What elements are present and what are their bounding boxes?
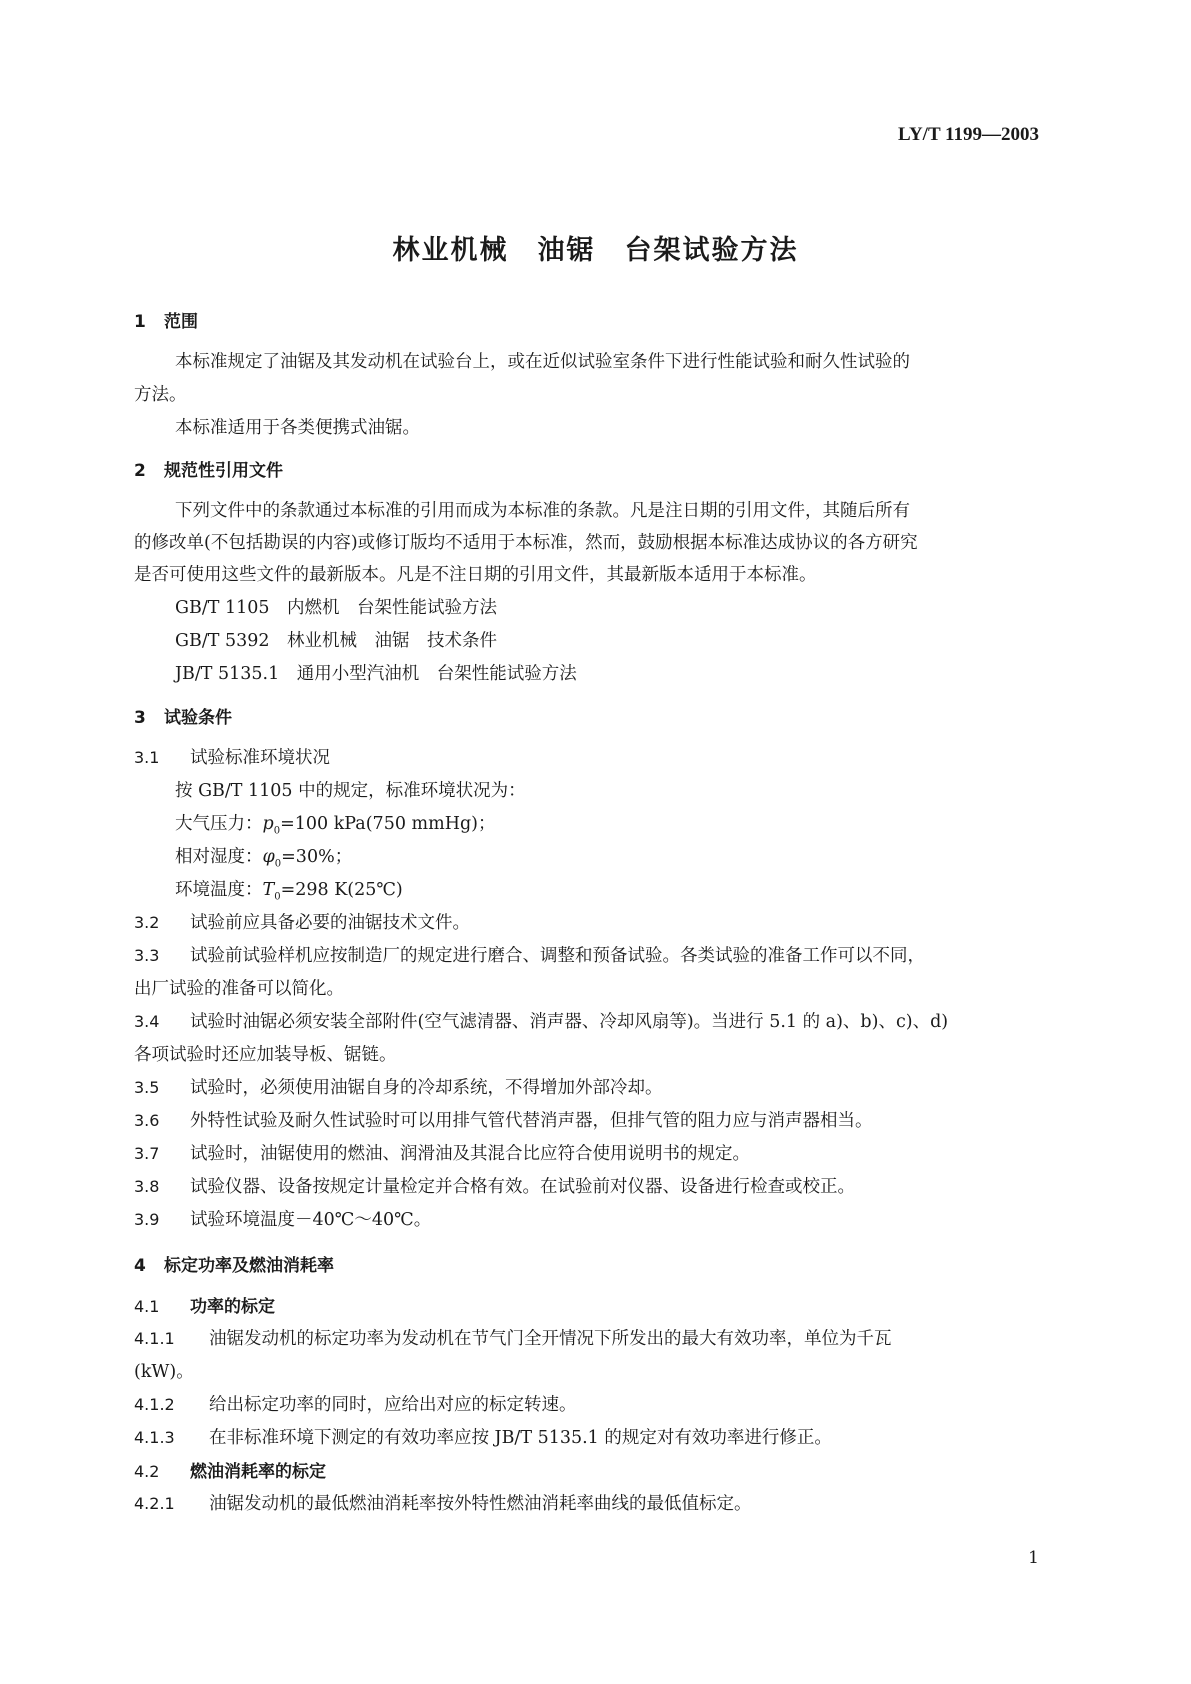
paragraph: 各项试验时还应加装导板、锯链。 bbox=[134, 1045, 397, 1065]
clause-number: 3.6 bbox=[134, 1111, 160, 1130]
clause-text: 试验时，必须使用油锯自身的冷却系统，不得增加外部冷却。 bbox=[190, 1078, 663, 1098]
section-title: 规范性引用文件 bbox=[164, 461, 283, 481]
section-title: 试验条件 bbox=[164, 708, 232, 728]
clause-number: 4.2 bbox=[134, 1462, 160, 1481]
section-number: 2 bbox=[134, 461, 146, 481]
paragraph: 本标准适用于各类便携式油锯。 bbox=[175, 418, 420, 438]
clause-text: 试验前应具备必要的油锯技术文件。 bbox=[190, 913, 470, 933]
clause-3-1 bbox=[134, 744, 330, 769]
clause-number: 4.1.2 bbox=[134, 1395, 175, 1414]
paragraph: 的修改单(不包括勘误的内容)或修订版均不适用于本标准，然而，鼓励根据本标准达成协议的各方研究 bbox=[134, 533, 918, 553]
section-number: 4 bbox=[134, 1256, 146, 1276]
paragraph: 下列文件中的条款通过本标准的引用而成为本标准的条款。凡是注日期的引用文件，其随后所有 bbox=[175, 501, 910, 521]
clause-text: 试验前试验样机应按制造厂的规定进行磨合、调整和预备试验。各类试验的准备工作可以不同， bbox=[190, 946, 925, 966]
reference-item: GB/T 1105 内燃机 台架性能试验方法 bbox=[175, 598, 498, 618]
clause-number: 4.1 bbox=[134, 1297, 160, 1316]
standard-code: LY/T 1199—2003 bbox=[898, 124, 1039, 145]
subscript: 0 bbox=[273, 825, 281, 837]
clause-4-1-1 bbox=[134, 1325, 892, 1350]
clause-3-4 bbox=[134, 1008, 948, 1033]
page-title: 林业机械 油锯 台架试验方法 bbox=[392, 235, 799, 266]
clause-number: 3.9 bbox=[134, 1210, 160, 1229]
section-3-heading bbox=[134, 703, 232, 728]
section-1-heading bbox=[134, 307, 198, 332]
clause-4-1 bbox=[134, 1292, 275, 1317]
clause-4-2-1 bbox=[134, 1490, 752, 1515]
paragraph: 方法。 bbox=[134, 385, 187, 405]
clause-4-1-2 bbox=[134, 1391, 577, 1416]
clause-number: 3.4 bbox=[134, 1012, 160, 1031]
clause-4-2 bbox=[134, 1457, 326, 1482]
clause-number: 3.8 bbox=[134, 1177, 160, 1196]
clause-text: 功率的标定 bbox=[190, 1297, 275, 1317]
clause-text: 试验时，油锯使用的燃油、润滑油及其混合比应符合使用说明书的规定。 bbox=[190, 1144, 750, 1164]
clause-number: 3.7 bbox=[134, 1144, 160, 1163]
clause-text: 外特性试验及耐久性试验时可以用排气管代替消声器，但排气管的阻力应与消声器相当。 bbox=[190, 1111, 873, 1131]
value: =298 K(25℃) bbox=[280, 880, 403, 900]
symbol: φ bbox=[262, 847, 275, 867]
subscript: 0 bbox=[274, 858, 282, 870]
section-number: 1 bbox=[134, 312, 146, 332]
reference-item: JB/T 5135.1 通用小型汽油机 台架性能试验方法 bbox=[175, 664, 577, 684]
clause-number: 4.1.1 bbox=[134, 1329, 175, 1348]
clause-3-6 bbox=[134, 1107, 873, 1132]
clause-number: 3.1 bbox=[134, 748, 160, 767]
clause-text: 试验仪器、设备按规定计量检定并合格有效。在试验前对仪器、设备进行检查或校正。 bbox=[190, 1177, 855, 1197]
clause-3-2 bbox=[134, 909, 470, 934]
label: 环境温度： bbox=[175, 880, 263, 900]
label: 相对湿度： bbox=[175, 847, 263, 867]
clause-text: 在非标准环境下测定的有效功率应按 JB/T 5135.1 的规定对有效功率进行修正。 bbox=[209, 1428, 832, 1448]
clause-text: 试验标准环境状况 bbox=[190, 748, 330, 768]
paragraph: 出厂试验的准备可以简化。 bbox=[134, 979, 344, 999]
section-2-heading bbox=[134, 456, 283, 481]
clause-3-7 bbox=[134, 1140, 750, 1165]
section-title: 标定功率及燃油消耗率 bbox=[164, 1256, 334, 1276]
clause-3-5 bbox=[134, 1074, 663, 1099]
clause-text: 试验环境温度－40℃～40℃。 bbox=[190, 1210, 432, 1230]
symbol: p bbox=[262, 814, 274, 834]
clause-text: 给出标定功率的同时，应给出对应的标定转速。 bbox=[209, 1395, 577, 1415]
symbol: T bbox=[262, 880, 275, 900]
paragraph: (kW)。 bbox=[134, 1362, 194, 1382]
clause-number: 3.5 bbox=[134, 1078, 160, 1097]
reference-item: GB/T 5392 林业机械 油锯 技术条件 bbox=[175, 631, 498, 651]
clause-number: 3.2 bbox=[134, 913, 160, 932]
clause-4-1-3 bbox=[134, 1424, 832, 1449]
clause-text: 燃油消耗率的标定 bbox=[190, 1462, 326, 1482]
clause-3-8 bbox=[134, 1173, 855, 1198]
clause-3-9 bbox=[134, 1206, 431, 1231]
condition-humidity bbox=[175, 843, 352, 870]
paragraph: 是否可使用这些文件的最新版本。凡是不注日期的引用文件，其最新版本适用于本标准。 bbox=[134, 565, 817, 585]
paragraph: 本标准规定了油锯及其发动机在试验台上，或在近似试验室条件下进行性能试验和耐久性试验的 bbox=[175, 352, 910, 372]
value: =30%； bbox=[281, 847, 353, 867]
clause-3-3 bbox=[134, 942, 925, 967]
label: 大气压力： bbox=[175, 814, 263, 834]
paragraph: 按 GB/T 1105 中的规定，标准环境状况为： bbox=[175, 781, 526, 801]
clause-text: 油锯发动机的标定功率为发动机在节气门全开情况下所发出的最大有效功率，单位为千瓦 bbox=[209, 1329, 892, 1349]
value: =100 kPa(750 mmHg)； bbox=[280, 814, 496, 834]
condition-pressure bbox=[175, 810, 496, 837]
clause-text: 油锯发动机的最低燃油消耗率按外特性燃油消耗率曲线的最低值标定。 bbox=[209, 1494, 752, 1514]
condition-temperature bbox=[175, 876, 403, 903]
page-number: 1 bbox=[1028, 1548, 1039, 1568]
section-title: 范围 bbox=[164, 312, 198, 332]
clause-text: 试验时油锯必须安装全部附件(空气滤清器、消声器、冷却风扇等)。当进行 5.1 的 a)、b)、c)、d) bbox=[190, 1012, 949, 1032]
subscript: 0 bbox=[274, 891, 281, 903]
clause-number: 3.3 bbox=[134, 946, 160, 965]
clause-number: 4.1.3 bbox=[134, 1428, 175, 1447]
clause-number: 4.2.1 bbox=[134, 1494, 175, 1513]
section-4-heading bbox=[134, 1251, 334, 1276]
section-number: 3 bbox=[134, 708, 146, 728]
